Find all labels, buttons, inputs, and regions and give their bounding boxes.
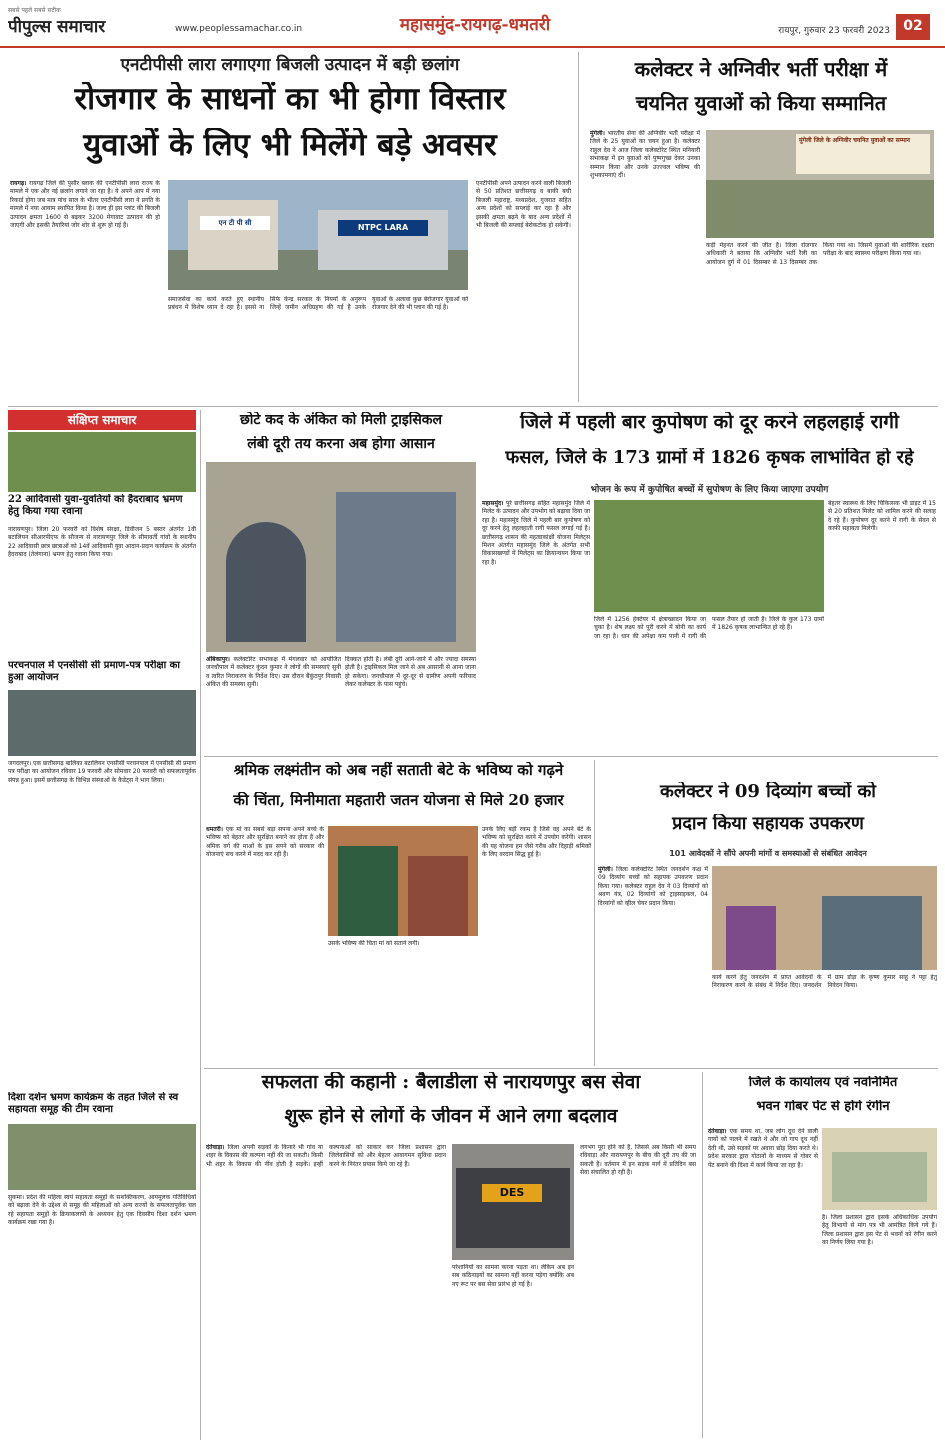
sidebar-item-3-body: सुकमा। प्रदेश की महिला स्वयं सहायता समूहों के सशक्तिकरण, आयमूलक गतिविधियों को बढ़ावा देने के उद्देश्य से समूह की महिलाओं को अन्य राज्यों के सफलतापूर्वक चल रहे सहायता समूहों के क्रियाकलापों के अध्ययन हेतु एक दिवसीय दिशा दर्शन भ्रमण कार्यक्रम रखा गया है। [8, 1194, 196, 1227]
ragi-body-middle: जिले में 1256 हेक्टेयर में क्षेत्राच्छादन किया जा चुका है। शेष लक्ष्य को पूरी करने में बोनी का कार्य जा रहा है। धान की अपेक्षा कम पानी में रागी की फसल तैयार हो जाती है। जिले के कुल 173 ग्रामों में 1826 कृषक लाभान्वित हो रहे हैं। [594, 616, 824, 640]
agniveer-body-right-text: कड़ी मेहनत करने की जीत है। जिला रोजगार अधिकारी ने बताया कि अग्निवीर भर्ती रैली का आयोजन दुर्ग में 01 दिसम्बर से 13 दिसम्बर तक किया गया था। जिसमें युवाओं की शारीरिक दक्षता परीक्षा के बाद स्वास्थ्य परीक्षण किया गया था। [706, 242, 934, 266]
ntpc-kicker: एनटीपीसी लारा लगाएगा बिजली उत्पादन में बड़ी छलांग [120, 55, 460, 75]
matritva-photo-son [408, 856, 468, 936]
ntpc-photo-gate-left [188, 200, 278, 270]
agniveer-body-left-text: भारतीय सेना की अग्निवीर भर्ती परीक्षा में जिले के 25 युवाओं का चयन हुआ है। कलेक्टर राहुल देव ने आज जिला कलेक्टोरेट स्थित मनियारी सभाकक्ष में इन युवाओं को पुष्पगुच्छ देकर उनका सम्मान किया और उनके उज्ज्वल भविष्य की शुभकामनाएं दीं। [590, 130, 700, 180]
matritva-photo [328, 826, 478, 936]
sidebar-item-2-title: परचनपाल में एनसीसी सी प्रमाण-पत्र परीक्षा का हुआ आयोजन [8, 660, 180, 683]
tricycle-body-left [206, 656, 341, 752]
ntpc-body-middle [168, 296, 468, 398]
agniveer-photo-banner: मुंगेली जिले के अग्निवीर चयनित युवाओं का सम्मान [796, 134, 930, 174]
matritva-headline-1: श्रमिक लक्ष्मंतीन को अब नहीं सताती बेटे के भविष्य को गढ़ने [233, 762, 564, 779]
bus-headline-1: सफलता की कहानी : बैलाडीला से नारायणपुर बस सेवा [261, 1072, 641, 1093]
sidebar-photo-1 [8, 432, 196, 492]
ntpc-body-right [476, 180, 571, 398]
bus-photo-sign: DES [482, 1184, 542, 1202]
column-rule-3 [702, 1072, 703, 1438]
agniveer-headline-2: चयनित युवाओं को किया सम्मानित [635, 92, 887, 115]
ntpc-body-left [10, 180, 160, 398]
ragi-headline-1: जिले में पहली बार कुपोषण को दूर करने लहलहाई रागी [520, 412, 899, 433]
building-body-left [708, 1128, 818, 1436]
matritva-headline-2: की चिंता, मिनीमाता महतारी जतन योजना से मिले 20 हजार [233, 792, 564, 809]
bus-photo-bus [456, 1168, 570, 1248]
building-headline-2: भवन गोबर पेंट से होंगे रंगीन [756, 1100, 890, 1114]
assistive-body-right: कार्य करने हेतु जनदर्शन में प्राप्त आवेदनों के निराकरण करने के संबंध में निर्देश दिए। जनदर्शन में ग्राम डोड़ा के कृष्ण कुमार साहू ने पट्टा हेतु निवेदन किया। [712, 974, 937, 990]
building-photo-structure [832, 1152, 927, 1202]
sidebar-rule [200, 410, 201, 1440]
bus-body-left-text: जिला अपनी सड़कों के किनारे भी गांव या शहर के विकास की कल्पना नहीं की जा सकती। किसी भी शहर के विकास की नींव होती है सड़कें। इन्हीं कल्पनाओं को साकार कर जिला प्रशासन द्वारा जिलेवासियों को और बेहतर आवागमन सुविधा प्रदान करने के निरंतर प्रयास किये जा रहे हैं। [206, 1144, 446, 1168]
tricycle-headline-1: छोटे कद के अंकित को मिली ट्राइसिकल [239, 412, 443, 428]
assistive-headline-1: कलेक्टर ने 09 दिव्यांग बच्चों को [660, 782, 876, 802]
ntpc-headline-2: युवाओं के लिए भी मिलेंगे बड़े अवसर [83, 128, 497, 163]
masthead-logo: पीपुल्स समाचार [8, 17, 106, 37]
sidebar-title: संक्षिप्त समाचार [8, 410, 196, 430]
tricycle-photo-people [336, 492, 456, 642]
assistive-subhead: 101 आवेदकों ने सौंपे अपनी मांगों व समस्याओं से संबंधित आवेदन [669, 849, 867, 858]
sidebar-item-1-body: नारायणपुर। जिला 20 फरवरी को विशेष संरक्षा, डिवीजन 5 बस्तर अंतर्गत 1वीं बटालियन सीआरपीएफ के सौजन्य से नारायणपुर जिले के सीमावर्ती गांवों के स्थानीय 22 आदिवासी छात्र छात्राओं को 14वें आदिवासी युवा आदान-प्रदान कार्यक्रम के अंतर्गत हैदराबाद (तेलंगाना) भ्रमण हेतु रवाना किया गया। [8, 526, 196, 559]
building-photo [822, 1128, 937, 1210]
ragi-body-right: बेहतर स्वास्थ्य के लिए चिकित्सक भी डाइट में 15 से 20 प्रतिशत मिलेट को शामिल करने की सलाह दे रहे हैं। कुपोषण दूर करने में रागी के सेवन से काफी सहायता मिलेगी। [828, 500, 936, 533]
matritva-photo-caption: उसके भविष्य की चिंता मां को सताने लगी। [328, 940, 420, 947]
bus-body-left [206, 1144, 446, 1436]
assistive-photo [712, 866, 937, 970]
row-rule-3 [204, 1068, 938, 1069]
assistive-photo-officials [822, 896, 922, 970]
tricycle-body-right: दिक्कत होती है। लंबी दूरी आने-जाने में और ज्यादा समस्या होती है। ट्राइसिकल मिल जाने से अब आसानी से आना जाना हो सकेगा। जनचौपाल में दूर-दूर से ग्रामीण अपनी फरियाद लेकर कलेक्टर के पास पहुंचे। [345, 656, 476, 689]
sidebar-item-3-title: दिशा दर्शन भ्रमण कार्यक्रम के तहत जिले से स्व सहायता समूह की टीम रवाना [8, 1092, 179, 1115]
masthead-edition: महासमुंद-रायगढ़-धमतरी [399, 15, 551, 35]
agniveer-body-left [590, 130, 700, 400]
ragi-body-left-text: पूरे छत्तीसगढ़ सहित महासमुंद जिले में मिलेट के उत्पादन और उपभोग को बढ़ावा दिया जा रहा है। महासमुंद जिले में पहली बार कुपोषण को दूर करने हेतु लहलहाती रागी फसल लगाई गई है। छत्तीसगढ़ शासन की महत्वाकांक्षी योजना मिलेट्स मिशन अंतर्गत महासमुंद जिले के अंतर्गत सभी विकासखण्डों में मिलेट्स का क्रियान्वयन किया जा रहा है। [482, 500, 590, 566]
building-headline-1: जिले के कार्यालय एवं नवनिर्मित [748, 1076, 898, 1090]
tricycle-photo-wheel [226, 522, 306, 642]
assistive-dateline: मुंगेली। [598, 866, 613, 873]
ntpc-photo-sign-2: NTPC LARA [338, 220, 428, 236]
assistive-photo-child [726, 906, 776, 970]
ntpc-photo-building [318, 210, 448, 270]
matritva-body-right: उनके लिए बड़ी रकम है जिसे वह अपने बेटे के भविष्य को सुरक्षित करने में उपयोग करेंगी। शासन की यह योजना हम जैसे गरीब और दिहाड़ी श्रमिकों के लिए वरदान सिद्ध हुई है। [482, 826, 591, 859]
ragi-headline-2: फसल, जिले के 173 ग्रामों में 1826 कृषक लाभांवित हो रहे [505, 448, 914, 468]
sidebar-photo-3 [8, 1124, 196, 1190]
agniveer-dateline: मुंगेली। [590, 130, 605, 137]
assistive-body-left [598, 866, 708, 1062]
bus-dateline: दंतेवाड़ा। [206, 1144, 225, 1151]
matritva-photo-mother [338, 846, 398, 936]
ntpc-headline-1: रोजगार के साधनों का भी होगा विस्तार [74, 82, 506, 117]
ragi-dateline: महासमुंद। [482, 500, 504, 507]
masthead-tagline: सबसे पहले सबसे सटीक [8, 7, 61, 14]
tricycle-dateline: अंबिकापुर। [206, 656, 230, 663]
sidebar-item-1-title: 22 आदिवासी युवा-युवतियों को हैदराबाद भ्रमण हेतु किया गया रवाना [8, 494, 183, 517]
row-rule-1 [8, 406, 938, 407]
matritva-body-left-text: एक मां का सबसे बड़ा सपना अपने बच्चे के भविष्य को बेहतर और सुरक्षित बनाने का होता है और श्रमिक वर्ग की माओं के इस सपने को सरकार की योजनाएं सच करने में मदद कर रही हैं। [206, 826, 324, 859]
page-number: 02 [896, 14, 930, 40]
masthead-url[interactable]: www.peoplessamachar.co.in [175, 24, 303, 34]
bus-headline-2: शुरू होने से लोगों के जीवन में आने लगा बदलाव [284, 1106, 618, 1127]
tricycle-headline-2: लंबी दूरी तय करना अब होगा आसान [247, 436, 435, 452]
matritva-dateline: धमतरी। [206, 826, 223, 833]
bus-body-right: लगभग पूरा होने को है, जिससे अब किसी भी समय रविवाड़ा और नारायणपुर के बीच की दूरी तय की जा सकती है। वर्तमान में इन सड़क मार्ग में प्रतिदिन बस सेवा संचालित हो रही है। [580, 1144, 696, 1177]
agniveer-photo [706, 130, 934, 238]
ntpc-body-right-text: एनटीपीसी अपने उत्पादन करने वाली बिजली से 50 प्रतिशत छत्तीसगढ़ व बाकी बची बिजली महाराष्ट्र, मध्यप्रदेश, गुजरात सहित अन्य प्रदेशों को सप्लाई कर रहा है और इसकी क्षमता बढ़ने के बाद अन्य प्रदेशों में भी बिजली की सप्लाई बेरोकटोक हो सकेगी। [476, 180, 571, 230]
tricycle-body-left-text: कलेक्टोरेट सभाकक्ष में मंगलवार को आयोजित जनचौपाल में कलेक्टर कुंदन कुमार ने लोगों की समस्याएं सुनी व त्वरित निराकरण के निर्देश दिए। उस दौरान बैंकुंठपुर निवासी अंकित की समस्या सुनी। [206, 656, 341, 689]
sidebar-item-2-body: जगदलपुर। एक छत्तीसगढ़ बालिका बटालियन एनसीसी परचनपाल में एनसीसी सी प्रमाण पत्र परीक्षा का आयोजन रविवार 19 फरवरी और सोमवार 20 फरवरी को सफलतापूर्वक संपन्न हुआ। इसमें छत्तीसगढ़ के विभिन्न संस्थाओं के कैडेट्स ने भाग लिया। [8, 760, 196, 784]
agniveer-headline-1: कलेक्टर ने अग्निवीर भर्ती परीक्षा में [634, 58, 888, 81]
row-rule-2 [204, 756, 938, 757]
ragi-field-photo [594, 500, 824, 612]
ntpc-photo [168, 180, 468, 290]
tricycle-photo [206, 462, 476, 652]
column-rule [578, 52, 579, 402]
ntpc-body-left-text: रायगढ़ जिले की पुसौर ब्लाक की एनटीपीसी लारा राज्य के मामले में एक और नई छलांग लगाने जा रहा है। ये अपने आप में नया रिकार्ड होगा जब मात्र पांच साल के भीतर एनटीपीसी लारा ने प्रगति के मामले में नया आयाम स्थापित किया है। जल्द ही इस प्लांट की बिजली उत्पादन क्षमता 1600 से बढ़कर 3200 मेगावाट उत्पादन की हो जाएगी और इसकी तैयारियां जोर शोर से शुरू हो गई हैं। [10, 180, 160, 230]
ntpc-dateline: रायगढ़। [10, 180, 27, 187]
assistive-body-left-text: जिला कलेक्टोरेट स्थित जनदर्शन कक्ष में 09 दिव्यांग बच्चों को सहायक उपकरण प्रदान किया गया। कलेक्टर राहुल देव ने 03 दिव्यांगों को श्रवण यंत्र, 02 दिव्यांगों को ट्राइसाइकल, 04 दिव्यांगों को व्हील चेयर प्रदान किया। [598, 866, 708, 907]
matritva-body-left [206, 826, 324, 1064]
building-body-right: है। जिला प्रशासन द्वारा इसके अधिकाधिक उपयोग हेतु विभागों से मांग पत्र भी आमंत्रित किये गये हैं। जिला प्रशासन द्वारा इस पेंट से भवनों को रंगीन करने का निर्णय लिया गया है। [822, 1214, 937, 1247]
bus-photo [452, 1144, 574, 1260]
building-dateline: दंतेवाड़ा। [708, 1128, 727, 1135]
column-rule-2 [594, 760, 595, 1066]
masthead-divider [0, 46, 945, 48]
sidebar-photo-2 [8, 690, 196, 756]
ntpc-photo-sign-1: एन टी पी सी [200, 216, 270, 230]
bus-body-middle: परेशानियों का सामना करना पड़ता था। लेकिन अब इन सब कठिनाइयों का सामना नहीं करना पड़ेगा क्योंकि अब नए रूट पर बस सेवा प्रारंभ हो गई है। [452, 1264, 574, 1288]
masthead-date: रायपुर, गुरुवार 23 फरवरी 2023 [778, 26, 890, 36]
ragi-body-left [482, 500, 590, 752]
agniveer-photo-group [706, 180, 934, 238]
ragi-subhead: भोजन के रूप में कुपोषित बच्चों में सुपोषण के लिए किया जाएगा उपयोग [590, 485, 829, 495]
assistive-headline-2: प्रदान किया सहायक उपकरण [672, 814, 864, 834]
masthead-logo-block [8, 6, 158, 42]
ntpc-body-middle-text: समाजसेवा का कार्य करते हुए स्थानीय प्रबंधन में विशेष ध्यान दे रहा है। इससे ना सिर्फ केन्द्र सरकार के नियमों के अनुरूप जिन्हें जमीन अधिग्रहण की गई है उनके युवाओं के अलावा कुछ बेरोजगार युवाओं को रोजगार देने की भी प्लान की गई है। [168, 296, 468, 312]
agniveer-body-right [706, 242, 934, 402]
building-body-left-text: एक समय था, जब लोग दूध देने वाली गायों को पालने में रखते थे और जो गाय दूध नहीं देती थी, उसे सड़कों पर अवारा छोड़ दिया करते थे। प्रदेश सरकार द्वारा गोठानों के माध्यम से गोबर से पेंट बनाने की दिशा में कार्य किया जा रहा है। [708, 1128, 818, 1169]
